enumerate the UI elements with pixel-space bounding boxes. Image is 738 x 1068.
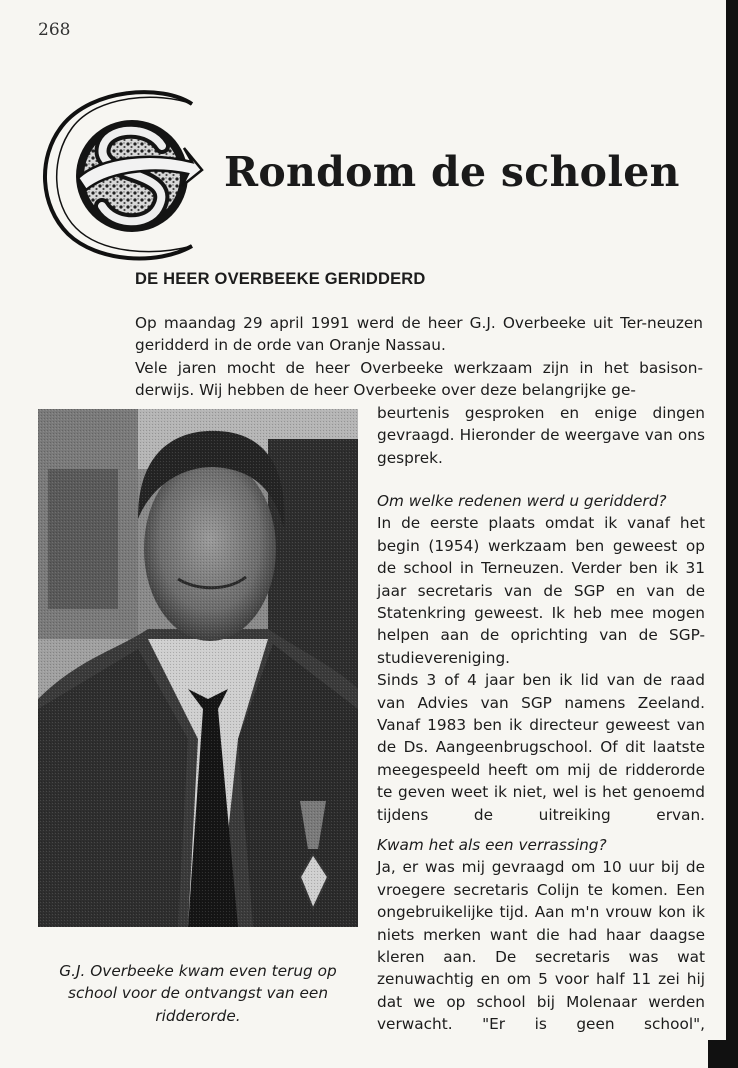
portrait-photo — [38, 409, 358, 927]
caption-line: ridderorde. — [155, 1006, 241, 1025]
caption-line: G.J. Overbeeke kwam even terug op — [59, 962, 337, 980]
interview-section-2 — [377, 834, 705, 1036]
question-1: Om welke redenen werd u geridderd? — [377, 492, 667, 510]
article-headline: DE HEER OVERBEEKE GERIDDERD — [135, 270, 426, 288]
page-title: Rondom de scholen — [224, 148, 680, 196]
question-2: Kwam het als een verrassing? — [377, 836, 607, 854]
interview-section-1 — [377, 490, 705, 826]
page-edge-corner — [708, 1040, 728, 1068]
article-intro — [135, 312, 703, 402]
intro-continued-text: beurtenis gesproken en enige dingen gevraagd. Hieronder de weergave van ons gesprek. — [377, 404, 705, 467]
intro-paragraph: Vele jaren mocht de heer Overbeeke werkzaam zijn in het basison-derwijs. Wij hebben de heer Overbeeke over deze belangrijke ge- — [135, 358, 703, 400]
answer-2-paragraph: Ja, er was mij gevraagd om 10 uur bij de vroegere secretaris Colijn te komen. Een ongebruikelijke tijd. Aan m'n vrouw kon ik niets merken want die had haar daagse kleren aan. De secretaris was wat zenuwachtig en om 5 voor half 11 zei hij dat we op school bij Molenaar werden verwacht. "Er is geen school", — [377, 858, 705, 1034]
answer-1-paragraph: In de eerste plaats omdat ik vanaf het begin (1954) werkzaam ben geweest op de school in Terneuzen. Verder ben ik 31 jaar secretaris van de SGP en van de Statenkring geweest. Ik heb mee mogen helpen aan de oprichting van de SGP-studievereniging. — [377, 514, 705, 667]
photo-caption — [40, 960, 356, 1027]
intro-continued — [377, 402, 705, 469]
caption-line: school voor de ontvangst van een — [67, 984, 329, 1003]
page-edge — [726, 0, 738, 1068]
intro-paragraph: Op maandag 29 april 1991 werd de heer G.J. Overbeeke uit Ter-neuzen geridderd in de orde van Oranje Nassau. — [135, 314, 703, 355]
answer-1-paragraph: Sinds 3 of 4 jaar ben ik lid van de raad van Advies van SGP namens Zeeland. Vanaf 1983 ben ik directeur geweest van de Ds. Aangeenbrugschool. Of dit laatste meegespeeld heeft om mij de ridderorde te geven weet ik niet, wel is het genoemd tijdens de uitreiking ervan. — [377, 671, 705, 824]
sgp-s-logo-icon — [42, 86, 222, 264]
page-number: 268 — [38, 20, 71, 40]
